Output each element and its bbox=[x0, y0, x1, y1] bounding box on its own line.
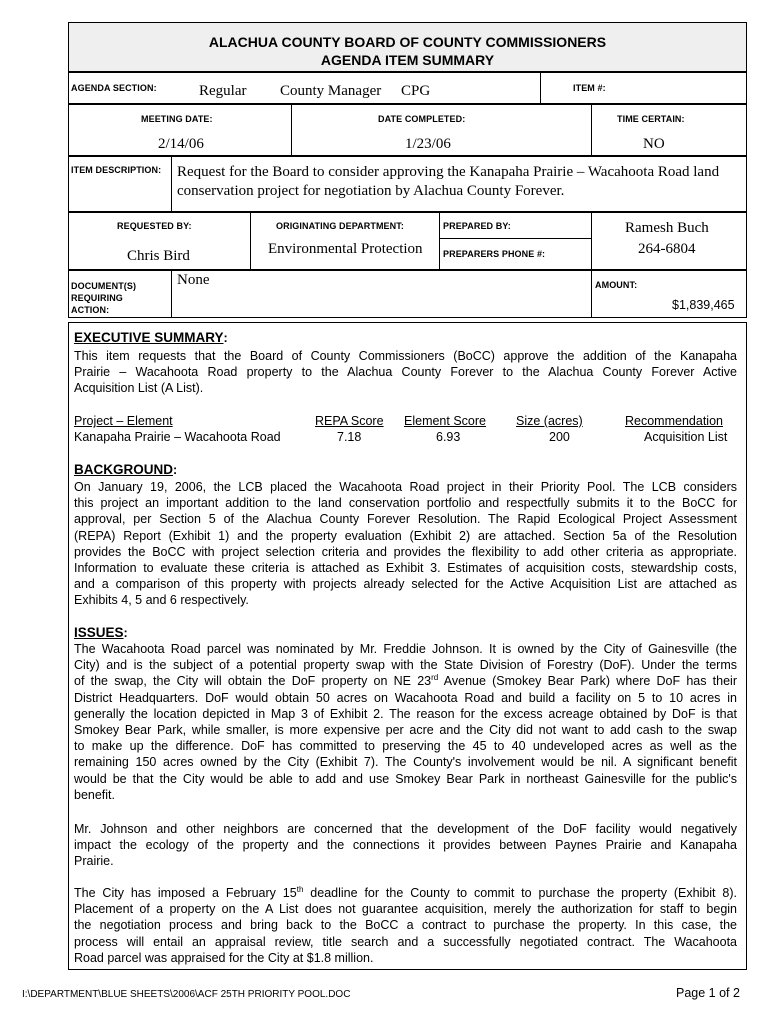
item-number-cell bbox=[540, 72, 747, 104]
table-header: Recommendation bbox=[625, 414, 723, 428]
project-table bbox=[74, 413, 737, 447]
documents-label: DOCUMENT(S) REQUIRING ACTION: bbox=[71, 281, 137, 315]
divider bbox=[591, 270, 592, 318]
document-header bbox=[68, 22, 747, 72]
item-description-text: conservation project for negotiation by Alachua County Forever. bbox=[177, 183, 565, 199]
meeting-date-value: 2/14/06 bbox=[158, 136, 204, 152]
issues-heading: ISSUES: bbox=[74, 625, 128, 640]
table-cell: 7.18 bbox=[337, 430, 362, 444]
originating-dept-value: Environmental Protection bbox=[268, 241, 423, 257]
table-cell: Kanapaha Prairie – Wacahoota Road bbox=[74, 430, 281, 444]
executive-summary-heading: EXECUTIVE SUMMARY: bbox=[74, 330, 228, 345]
prepared-by-value: Ramesh Buch bbox=[625, 220, 709, 236]
summary-title: AGENDA ITEM SUMMARY bbox=[320, 52, 495, 68]
table-header: REPA Score bbox=[315, 414, 384, 428]
documents-value: None bbox=[177, 272, 210, 288]
divider bbox=[171, 156, 172, 212]
originating-dept-label: ORIGINATING DEPARTMENT: bbox=[276, 221, 404, 231]
agenda-section-label: AGENDA SECTION: bbox=[71, 83, 157, 93]
divider bbox=[171, 270, 172, 318]
table-cell: 6.93 bbox=[436, 430, 461, 444]
item-number-label: ITEM #: bbox=[573, 83, 606, 93]
time-certain-value: NO bbox=[643, 136, 665, 152]
requested-by-label: REQUESTED BY: bbox=[117, 221, 192, 231]
item-description-label: ITEM DESCRIPTION: bbox=[71, 165, 162, 175]
table-header: Project – Element bbox=[74, 414, 173, 428]
meeting-date-label: MEETING DATE: bbox=[141, 114, 213, 124]
table-header: Size (acres) bbox=[516, 414, 583, 428]
org-title: ALACHUA COUNTY BOARD OF COUNTY COMMISSIONERS bbox=[208, 34, 607, 50]
item-description-text: Request for the Board to consider approving the Kanapaha Prairie – Wacahoota Road land bbox=[177, 164, 720, 180]
date-completed-label: DATE COMPLETED: bbox=[378, 114, 466, 124]
agenda-section-value: CPG bbox=[401, 83, 431, 99]
divider bbox=[591, 212, 592, 270]
requested-by-value: Chris Bird bbox=[127, 248, 190, 264]
file-path: I:\DEPARTMENT\BLUE SHEETS\2006\ACF 25TH PRIORITY POOL.DOC bbox=[22, 989, 351, 1000]
background-text: On January 19, 2006, the LCB placed the Wacahoota Road project in their Priority Pool. The LCB considers this project an important addition to the land conservation portfolio and respectfully submits it to the BoCC for approval, per Section 5 of the Alachua County Forever Resolution. The Rapid Ecological Project Assessment (REPA) Report (Exhibit 1) and the property evaluation (Exhibit 2) are attached. Section 5a of the Resolution provides the BoCC with project selection criteria and provides the flexibility to add other criteria as appropriate. Information to evaluate these criteria is attached as Exhibit 3. Estimates of acquisition costs, stewardship costs, and a comparison of this property with projects already selected for the Active Acquisition List are attached as Exhibits 4, 5 and 6 respectively. bbox=[74, 480, 737, 608]
time-certain-label: TIME CERTAIN: bbox=[617, 114, 685, 124]
date-completed-value: 1/23/06 bbox=[405, 136, 451, 152]
executive-summary-text: This item requests that the Board of County Commissioners (BoCC) approve the addition of the Kanapaha Prairie – Wacahoota Road property to the Alachua County Forever to the Alachua County Forever Active Acquisition List (A List). bbox=[74, 349, 737, 396]
issues-paragraph-3: The City has imposed a February 15th deadline for the County to commit to purchase the property (Exhibit 8). Placement of a property on the A List does not guarantee acquisition, merely the authorization for staff to begin the negotiation process and bring back to the BoCC a contract to purchase the property. In this case, the process will entail an appraisal review, title search and a successfully negotiated contract. The Wacahoota Road parcel was appraised for the City at $1.8 million. bbox=[74, 884, 738, 965]
agenda-section-value: County Manager bbox=[280, 83, 382, 99]
time-certain-cell bbox=[591, 104, 747, 156]
amount-value: $1,839,465 bbox=[672, 298, 735, 312]
table-cell: 200 bbox=[549, 430, 570, 444]
table-cell: Acquisition List bbox=[644, 430, 728, 444]
agenda-section-value: Regular bbox=[199, 83, 247, 99]
page-number: Page 1 of 2 bbox=[676, 986, 740, 1000]
documents-cell bbox=[68, 270, 747, 318]
amount-label: AMOUNT: bbox=[595, 280, 638, 290]
preparers-phone-label: PREPARERS PHONE #: bbox=[443, 249, 546, 259]
prepared-by-label: PREPARED BY: bbox=[443, 221, 511, 231]
table-header: Element Score bbox=[404, 414, 486, 428]
issues-paragraph-2: Mr. Johnson and other neighbors are concerned that the development of the DoF facility would negatively impact the ecology of the property and the connections it provides between Paynes Prairie and Kanapaha Prairie. bbox=[74, 822, 737, 869]
divider bbox=[439, 238, 592, 239]
preparers-phone-value: 264-6804 bbox=[638, 241, 696, 257]
issues-paragraph-1: The Wacahoota Road parcel was nominated by Mr. Freddie Johnson. It is owned by the City of Gainesville (the City) and is the subject of a potential property swap with the State Division of Forestry (DoF). Under the terms of the swap, the City will obtain the DoF property on NE 23rd Avenue (Smokey Bear Park) where DoF has their District Headquarters. DoF would obtain 50 acres on Wacahoota Road and build a facility on 5 to 10 acres in generally the location depicted in Map 3 of Exhibit 2. The reason for the excess acreage obtained by DoF is that Smokey Bear Park, while smaller, is more expensive per acre and the City did not want to add cash to the swap to make up the difference. DoF has committed to preserving the 45 to 40 undeveloped acres as well as the remaining 150 acres owned by the City (Exhibit 7). The County's involvement would be nil. A significant benefit would be that the City would be able to add and use Smokey Bear Park in northeast Gainesville for the public's benefit. bbox=[74, 642, 737, 802]
background-heading: BACKGROUND: bbox=[74, 462, 178, 477]
